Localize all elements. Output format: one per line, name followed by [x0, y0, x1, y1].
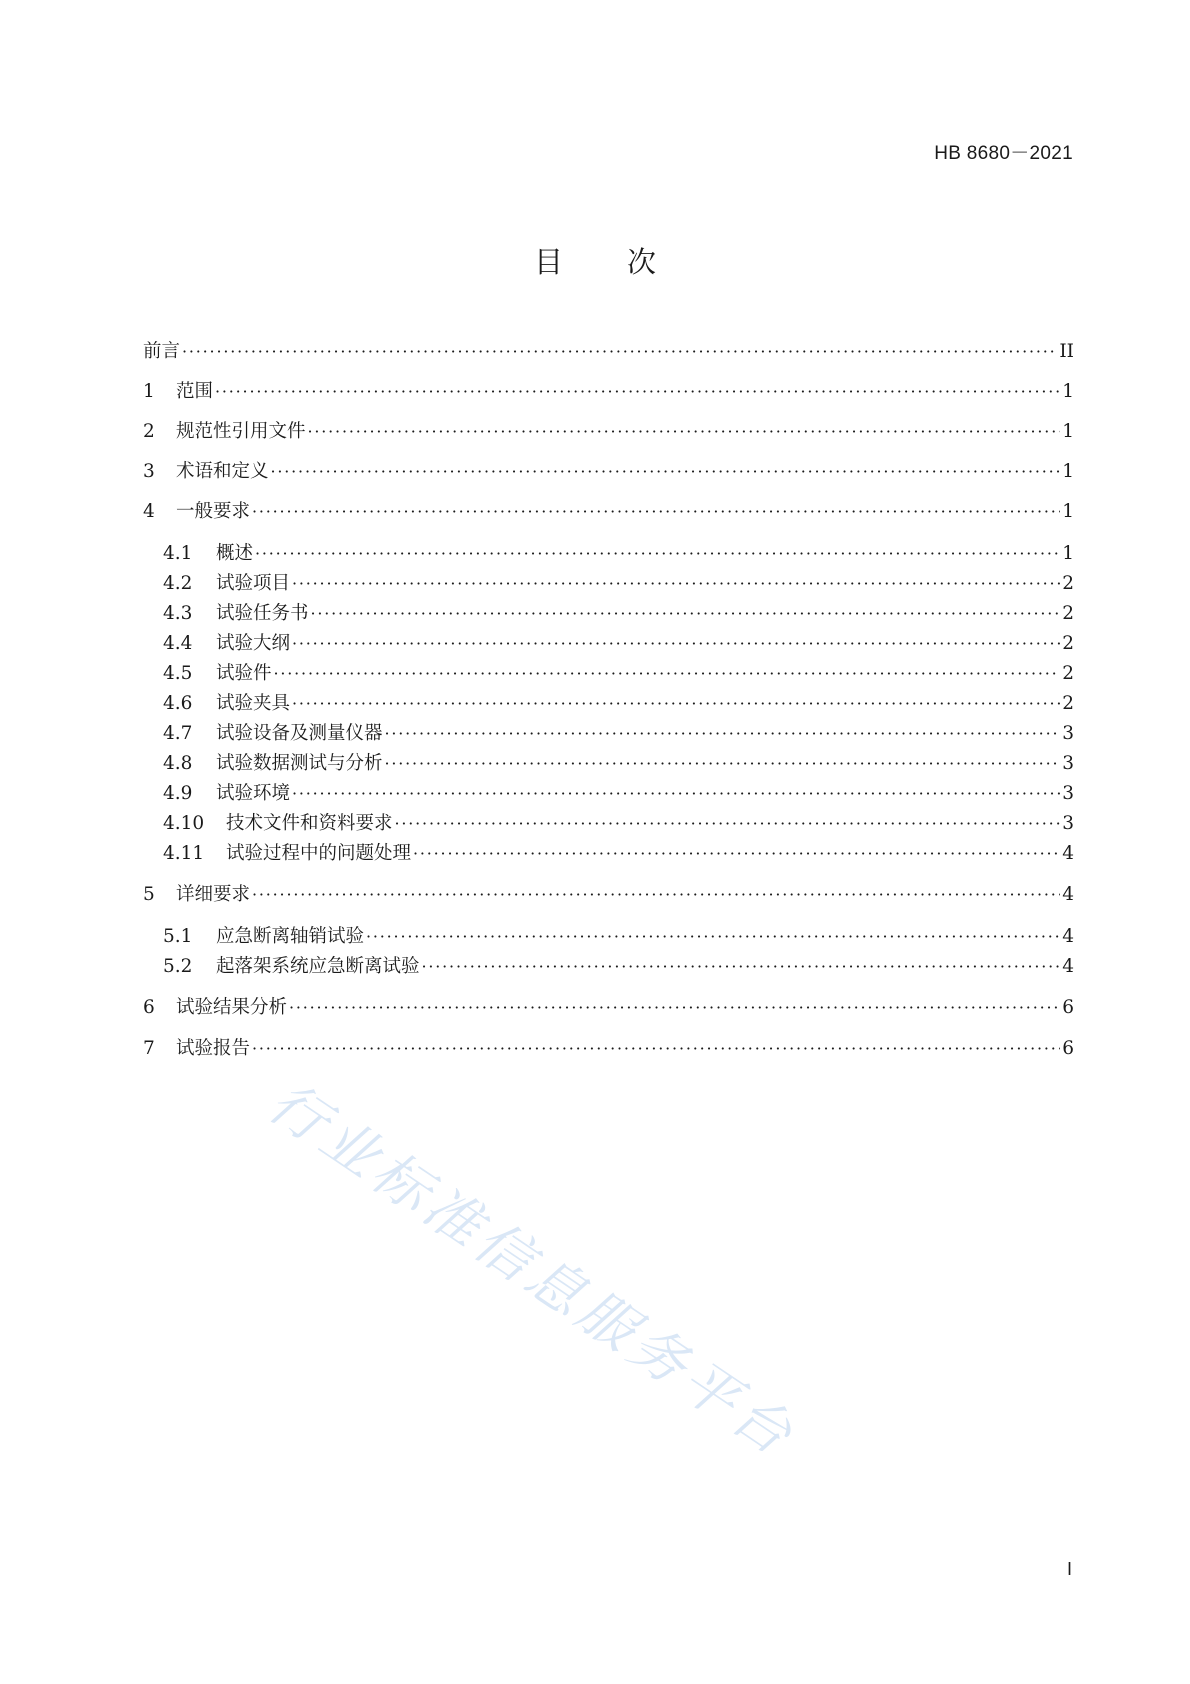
toc-entry-number: 4.10	[163, 813, 205, 834]
toc-entry-number: 4.5	[163, 663, 193, 684]
toc-leader-dots	[311, 602, 1061, 626]
toc-leader-dots	[413, 842, 1060, 866]
toc-entry-number: 4.11	[163, 843, 205, 864]
toc-entry-4-1[interactable]	[163, 542, 1074, 566]
toc-entry-page: 1	[1062, 501, 1074, 522]
toc-leader-dots	[395, 812, 1061, 836]
toc-entry-number: 4	[143, 501, 155, 522]
toc-leader-dots	[252, 883, 1060, 907]
toc-entry-4-10[interactable]	[163, 812, 1074, 836]
toc-entry-number: 5	[143, 884, 155, 905]
toc-entry-page: 4	[1062, 884, 1074, 905]
toc-entry-label: 试验件	[216, 663, 272, 684]
toc-leader-dots	[255, 542, 1060, 566]
toc-leader-dots	[292, 572, 1060, 596]
toc-entry-4-6[interactable]	[163, 692, 1074, 716]
toc-entry-page: 4	[1062, 956, 1074, 977]
toc-entry-number: 4.8	[163, 753, 193, 774]
toc-entry-label: 概述	[216, 543, 254, 564]
toc-entry-foreword[interactable]	[143, 340, 1074, 364]
toc-entry-page: 2	[1062, 693, 1074, 714]
toc-title-char-1: 目	[533, 245, 563, 279]
toc-entry-4-2[interactable]	[163, 572, 1074, 596]
toc-leader-dots	[308, 420, 1061, 444]
toc-leader-dots	[366, 925, 1060, 949]
toc-entry-page: 3	[1062, 723, 1074, 744]
toc-leader-dots	[271, 460, 1061, 484]
toc-entry-5[interactable]	[143, 883, 1074, 907]
toc-title-char-2: 次	[627, 245, 657, 279]
toc-entry-page: 2	[1062, 663, 1074, 684]
toc-entry-label: 起落架系统应急断离试验	[216, 956, 420, 977]
toc-entry-number: 4.6	[163, 693, 193, 714]
toc-leader-dots	[182, 340, 1057, 364]
toc-entry-4-11[interactable]	[163, 842, 1074, 866]
toc-entry-page: II	[1059, 341, 1074, 362]
page-number: I	[1066, 1559, 1072, 1579]
toc-entry-label: 试验环境	[216, 783, 291, 804]
toc-entry-number: 4.3	[163, 603, 193, 624]
toc-entry-label: 技术文件和资料要求	[226, 813, 393, 834]
toc-entry-label: 详细要求	[176, 884, 251, 905]
toc-entry-4-4[interactable]	[163, 632, 1074, 656]
toc-entry-number: 5.1	[163, 926, 193, 947]
toc-entry-page: 3	[1062, 753, 1074, 774]
toc-entry-number: 3	[143, 461, 155, 482]
toc-entry-2[interactable]	[143, 420, 1074, 444]
toc-entry-4-8[interactable]	[163, 752, 1074, 776]
toc-entry-number: 4.2	[163, 573, 193, 594]
toc-entry-page: 1	[1062, 461, 1074, 482]
toc-entry-5-2[interactable]	[163, 955, 1074, 979]
toc-leader-dots	[274, 662, 1061, 686]
watermark-text: 行业标准信息服务平台	[256, 1069, 808, 1471]
toc-leader-dots	[292, 692, 1060, 716]
toc-entry-label: 试验任务书	[216, 603, 309, 624]
toc-entry-page: 6	[1062, 997, 1074, 1018]
toc-entry-number: 4.1	[163, 543, 193, 564]
toc-entry-page: 4	[1062, 926, 1074, 947]
toc-entry-number: 5.2	[163, 956, 193, 977]
toc-entry-4-9[interactable]	[163, 782, 1074, 806]
document-code: HB 8680－2021	[934, 143, 1073, 164]
toc-entry-page: 1	[1062, 543, 1074, 564]
toc-title	[0, 240, 1190, 281]
toc-leader-dots	[252, 1037, 1060, 1061]
toc-entry-page: 2	[1062, 633, 1074, 654]
toc-entry-6[interactable]	[143, 996, 1074, 1020]
toc-entry-label: 规范性引用文件	[176, 421, 306, 442]
toc-entry-label: 试验数据测试与分析	[216, 753, 383, 774]
toc-entry-3[interactable]	[143, 460, 1074, 484]
toc-entry-label: 试验报告	[176, 1038, 251, 1059]
toc-entry-number: 1	[143, 381, 155, 402]
toc-leader-dots	[292, 782, 1060, 806]
toc-entry-page: 2	[1062, 573, 1074, 594]
toc-entry-number: 7	[143, 1038, 155, 1059]
toc-leader-dots	[385, 722, 1061, 746]
toc-entry-page: 4	[1062, 843, 1074, 864]
toc-leader-dots	[289, 996, 1060, 1020]
toc-entry-4-3[interactable]	[163, 602, 1074, 626]
toc-entry-number: 4.9	[163, 783, 193, 804]
toc-entry-4[interactable]	[143, 500, 1074, 524]
toc-entry-page: 3	[1062, 813, 1074, 834]
toc-entry-label: 术语和定义	[176, 461, 269, 482]
toc-leader-dots	[215, 380, 1060, 404]
toc-entry-label: 应急断离轴销试验	[216, 926, 365, 947]
toc-entry-page: 1	[1062, 421, 1074, 442]
toc-entry-page: 2	[1062, 603, 1074, 624]
toc-entry-number: 2	[143, 421, 155, 442]
toc-entry-page: 6	[1062, 1038, 1074, 1059]
toc-entry-page: 3	[1062, 783, 1074, 804]
toc-entry-1[interactable]	[143, 380, 1074, 404]
toc-entry-5-1[interactable]	[163, 925, 1074, 949]
toc-entry-label: 范围	[176, 381, 214, 402]
toc-entry-7[interactable]	[143, 1037, 1074, 1061]
toc-entry-4-5[interactable]	[163, 662, 1074, 686]
toc-leader-dots	[252, 500, 1060, 524]
toc-entry-label: 试验结果分析	[176, 997, 288, 1018]
toc-entry-label: 试验设备及测量仪器	[216, 723, 383, 744]
toc-leader-dots	[292, 632, 1060, 656]
toc-leader-dots	[385, 752, 1061, 776]
toc-entry-label: 前言	[143, 341, 181, 362]
toc-entry-label: 试验过程中的问题处理	[226, 843, 412, 864]
toc-entry-label: 试验大纲	[216, 633, 291, 654]
toc-entry-page: 1	[1062, 381, 1074, 402]
toc-leader-dots	[422, 955, 1061, 979]
toc-entry-label: 一般要求	[176, 501, 251, 522]
toc-entry-number: 4.4	[163, 633, 193, 654]
toc-entry-label: 试验夹具	[216, 693, 291, 714]
toc-entry-label: 试验项目	[216, 573, 291, 594]
toc-entry-number: 6	[143, 997, 155, 1018]
toc-entry-number: 4.7	[163, 723, 193, 744]
toc-entry-4-7[interactable]	[163, 722, 1074, 746]
